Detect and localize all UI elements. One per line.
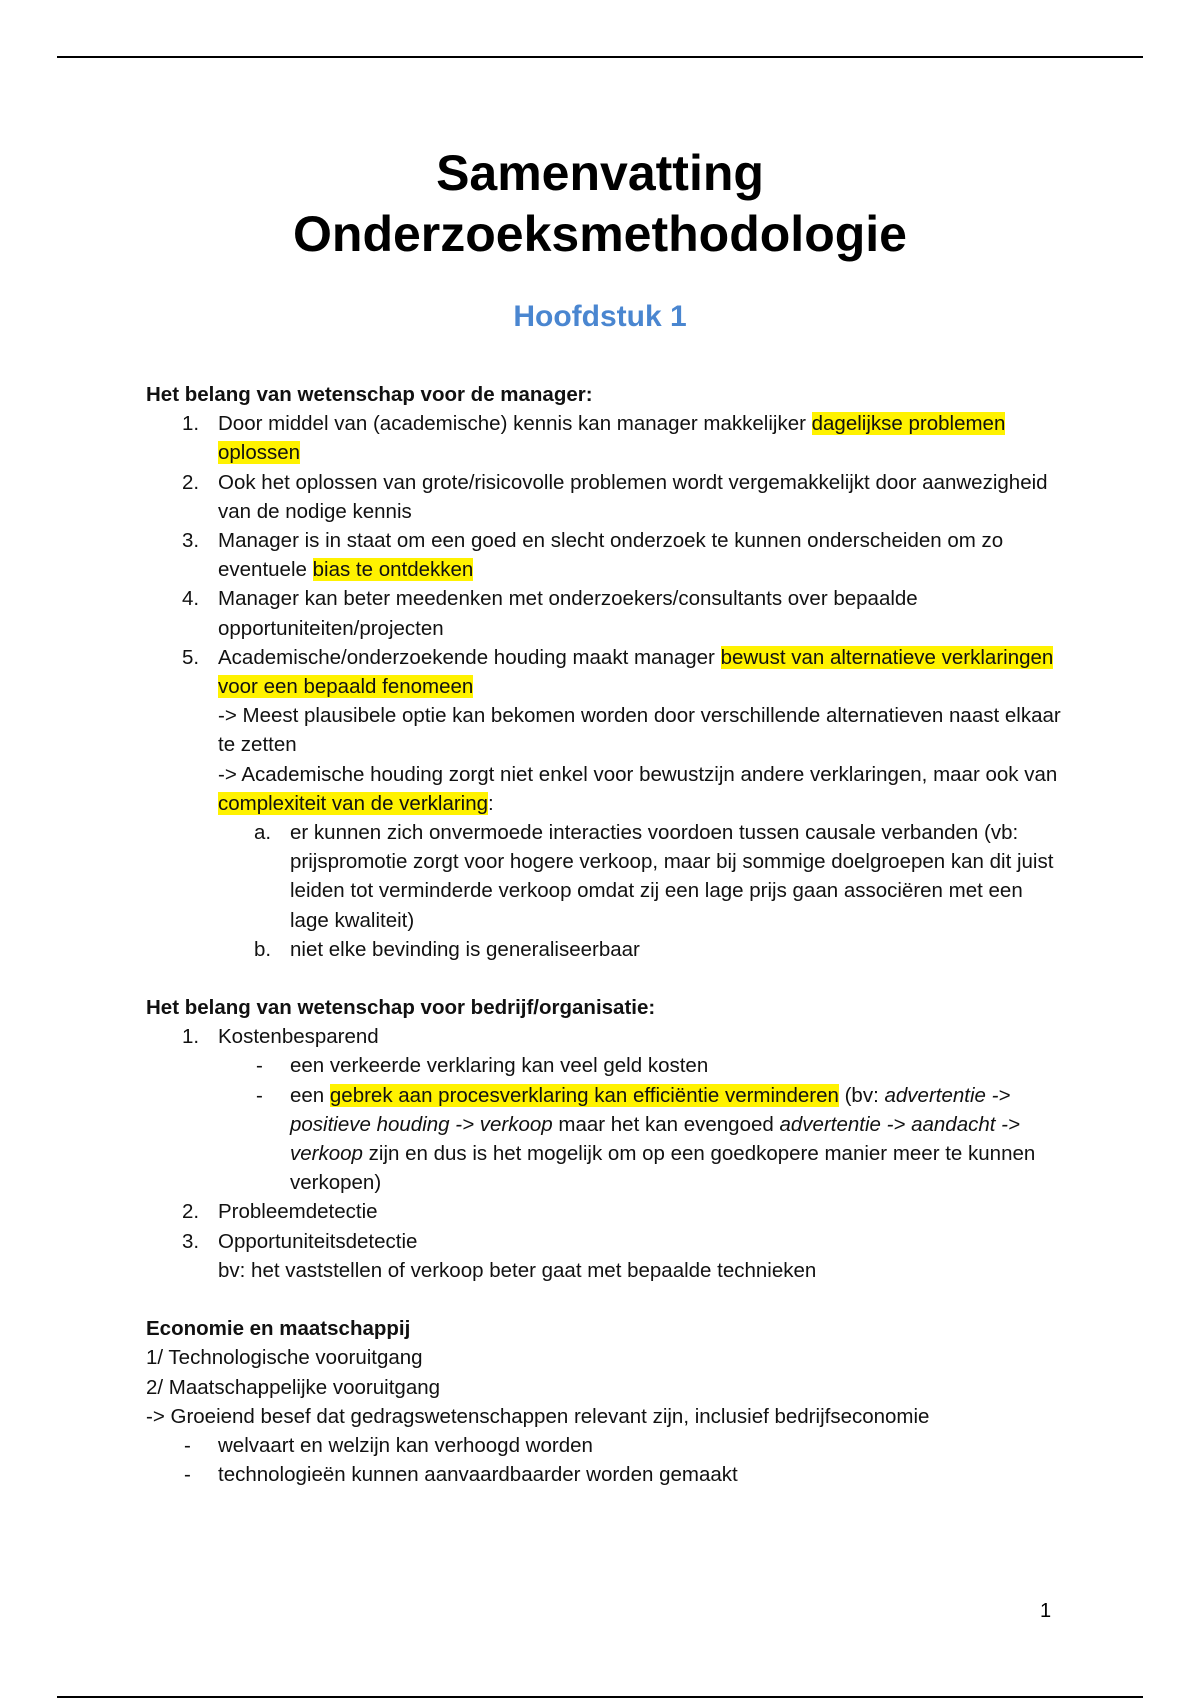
list-item <box>146 1197 1066 1226</box>
section-heading-manager: Het belang van wetenschap voor de manager: <box>146 383 593 406</box>
sub-list-item <box>146 935 1066 964</box>
bullet-text: welvaart en welzijn kan verhoogd worden <box>218 1433 593 1457</box>
footer-rule <box>57 1696 1143 1698</box>
list-item-text: Academische/onderzoekende houding maakt manager bewust van alternatieve verklaringen voor een bepaald fenomeen <box>218 645 1054 699</box>
bullet-marker: - <box>256 1054 263 1078</box>
list-item <box>146 526 1066 584</box>
list-marker: 1. <box>182 412 200 436</box>
bullet-text: technologieën kunnen aanvaardbaarder worden gemaakt <box>218 1463 738 1487</box>
list-item-text: Door middel van (academische) kennis kan manager makkelijker dagelijkse problemen oplossen <box>218 412 1006 465</box>
bullet-marker: - <box>184 1463 191 1487</box>
list-note: -> Meest plausibele optie kan bekomen worden door verschillende alternatieven naast elkaar te zetten <box>218 704 1061 757</box>
list-item <box>146 468 1066 526</box>
italic-text: advertentie -> aandacht -> verkoop <box>290 1112 1020 1166</box>
section-heading-economy: Economie en maatschappij <box>146 1317 411 1341</box>
list-item-text: Opportuniteitsdetectie <box>218 1229 418 1253</box>
bullet-marker: - <box>256 1083 263 1107</box>
list-marker: 1. <box>182 1025 200 1049</box>
list-item <box>146 409 1066 467</box>
highlighted-text: bias te ontdekken <box>312 558 474 582</box>
list-marker: b. <box>254 937 272 961</box>
list-note: -> Academische houding zorgt niet enkel voor bewustzijn andere verklaringen, maar ook van complexiteit van de verklaring: <box>218 762 1058 815</box>
list-marker: a. <box>254 821 272 845</box>
list-note: bv: het vaststellen of verkoop beter gaat met bepaalde technieken <box>218 1258 817 1282</box>
bullet-marker: - <box>184 1433 191 1457</box>
title-line-1: Samenvatting <box>436 145 764 201</box>
paragraph-line: 1/ Technologische vooruitgang <box>146 1346 423 1370</box>
bullet-item <box>146 1460 1066 1489</box>
list-item <box>146 584 1066 642</box>
bullet-item <box>146 1431 1066 1460</box>
title-line-2: Onderzoeksmethodologie <box>293 206 907 262</box>
list-item-text: Manager is in staat om een goed en slecht onderzoek te kunnen onderscheiden om zo eventuele bias te ontdekken <box>218 529 1004 582</box>
list-item-text: Kostenbesparend <box>218 1025 379 1049</box>
page-number: 1 <box>1040 1600 1052 1622</box>
paragraph-line: 2/ Maatschappelijke vooruitgang <box>146 1375 441 1399</box>
list-item-text: Ook het oplossen van grote/risicovolle problemen wordt vergemakkelijkt door aanwezigheid van de nodige kennis <box>218 470 1048 523</box>
list-item-text: Probleemdetectie <box>218 1200 378 1224</box>
list-marker: 4. <box>182 587 200 611</box>
list-marker: 2. <box>182 1200 200 1224</box>
header-rule <box>57 56 1143 58</box>
list-marker: 3. <box>182 529 200 553</box>
bullet-item <box>146 1081 1066 1198</box>
document-title <box>0 143 1200 265</box>
document-body <box>146 380 1066 1489</box>
list-item <box>146 1022 1066 1051</box>
list-marker: 3. <box>182 1229 200 1253</box>
paragraph-line: -> Groeiend besef dat gedragswetenschappen relevant zijn, inclusief bedrijfseconomie <box>146 1404 930 1428</box>
list-marker: 5. <box>182 645 200 669</box>
bullet-text: een gebrek aan procesverklaring kan efficiëntie verminderen (bv: advertentie -> positieve houding -> verkoop maar het kan evengoed advertentie -> aandacht -> verkoop zijn en dus is het mogelijk om op een goedkopere manier meer te kunnen verkopen) <box>290 1083 1036 1195</box>
list-item-text: Manager kan beter meedenken met onderzoekers/consultants over bepaalde opportuniteiten/projecten <box>218 587 918 640</box>
highlighted-text: dagelijkse problemen oplossen <box>218 412 1006 465</box>
bullet-text: een verkeerde verklaring kan veel geld kosten <box>290 1054 709 1078</box>
list-marker: 2. <box>182 470 200 494</box>
sub-list-item <box>146 818 1066 935</box>
bullet-item <box>146 1051 1066 1080</box>
highlighted-text: bewust van alternatieve verklaringen voor een bepaald fenomeen <box>218 645 1054 699</box>
list-item <box>146 643 1066 701</box>
highlighted-text: gebrek aan procesverklaring kan efficiëntie verminderen <box>329 1083 839 1107</box>
list-item-text: er kunnen zich onvermoede interacties voordoen tussen causale verbanden (vb: prijspromotie zorgt voor hogere verkoop, maar bij sommige doelgroepen kan dit juist leiden tot verminderde verkoop omdat zij een lage prijs gaan associëren met een lage kwaliteit) <box>290 821 1054 932</box>
chapter-heading: Hoofdstuk 1 <box>513 300 687 333</box>
highlighted-text: complexiteit van de verklaring <box>218 791 489 815</box>
section-heading-organisation: Het belang van wetenschap voor bedrijf/organisatie: <box>146 996 656 1020</box>
list-item <box>146 1227 1066 1256</box>
list-item-text: niet elke bevinding is generaliseerbaar <box>290 937 640 961</box>
italic-text: advertentie -> positieve houding -> verkoop <box>290 1083 1011 1136</box>
